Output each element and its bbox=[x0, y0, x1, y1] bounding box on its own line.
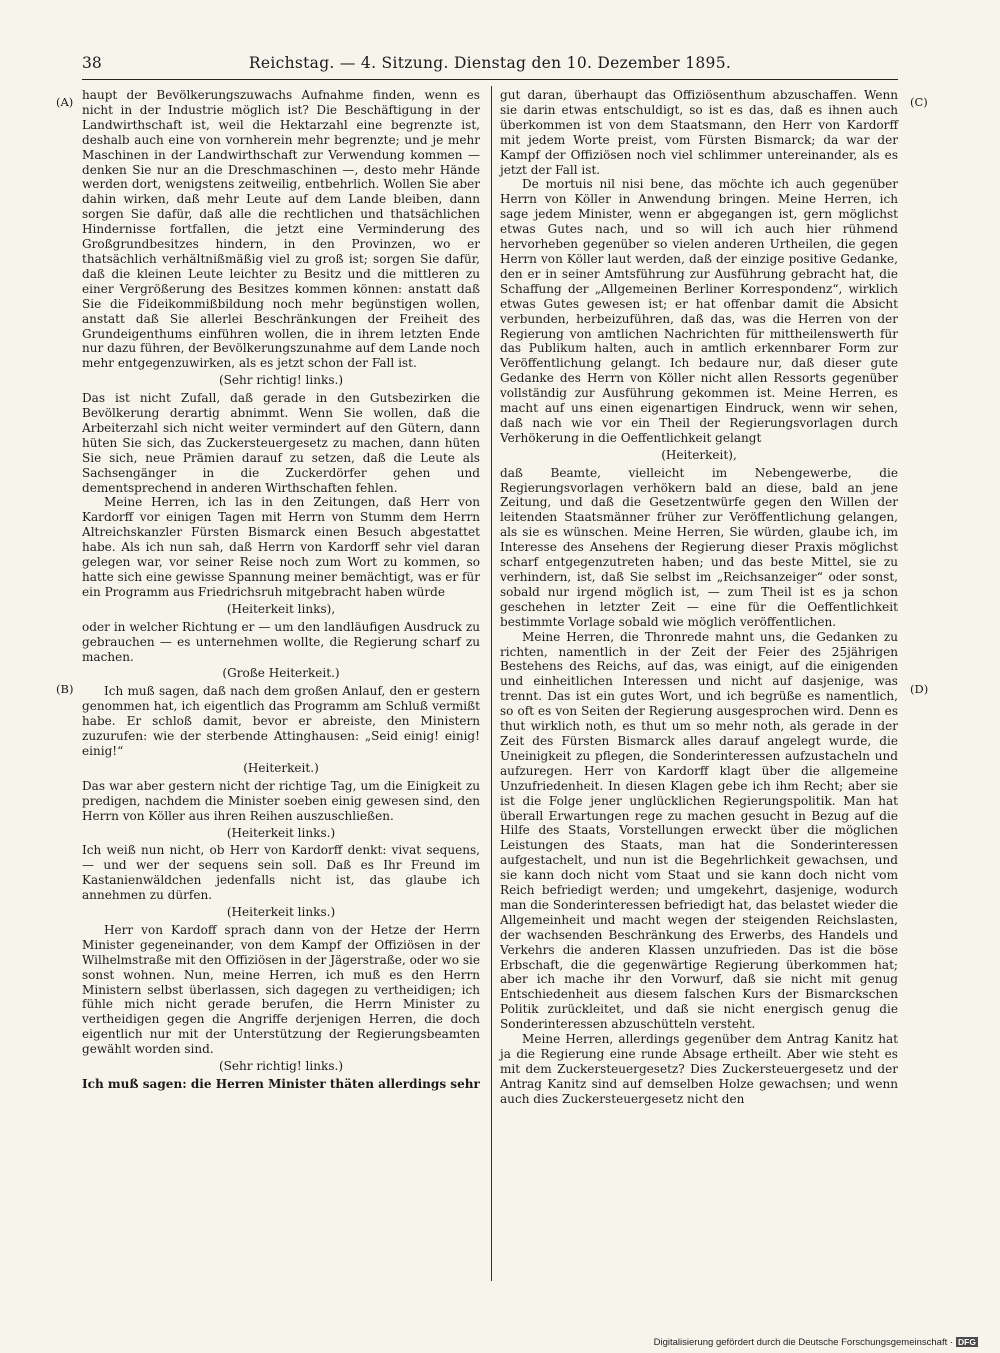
page-header bbox=[82, 52, 898, 76]
left-column bbox=[82, 88, 480, 1092]
margin-letter-c: (C) bbox=[910, 95, 928, 109]
right-column bbox=[500, 88, 898, 1107]
interjection: (Heiterkeit.) bbox=[243, 760, 319, 775]
margin-letter-a: (A) bbox=[56, 95, 74, 109]
paragraph: De mortuis nil nisi bene, das möchte ich auch gegenüber Herrn von Köller in Anwendung bringen. Meine Herren, ich sage jedem Minister, wenn er abgegangen ist, gern möglichst etwas Gutes nach, und so will ich auch hier rühmend hervorheben gegenüber so vielen anderen Urtheilen, die gegen Herrn von Köller laut werden, daß der einzige positive Gedanke, den er in seiner Amtsführung zur Ausführung gebracht hat, die Schaffung der „Allgemeinen Berliner Korrespondenz“, wirklich etwas Gutes gewesen ist; er hat offenbar damit die Absicht verbunden, herbeizuführen, daß das, was die Herren von der Regierung von amtlichen Nachrichten für mittheilenswerth für das Publikum halten, auch in amtlich erkennbarer Form zur Veröffentlichung gelangt. Ich bedaure nur, daß dieser gute Gedanke des Herrn von Köller nicht allen Ressorts gegenüber vollständig zur Ausführung gekommen ist. Meine Herren, es macht auf uns einen eigenartigen Eindruck, wenn wir sehen, daß nach wie vor ein Theil der Regierungsvorlagen durch Verhökerung in die Oeffentlichkeit gelangt bbox=[500, 177, 898, 445]
credit-text: Digitalisierung gefördert durch die Deutsche Forschungsgemeinschaft · bbox=[653, 1337, 954, 1348]
paragraph: Das ist nicht Zufall, daß gerade in den Gutsbezirken die Bevölkerung derartig abnimmt. Wenn Sie wollen, daß die Arbeiterzahl sich nicht weiter vermindert auf den Gütern, dann hüten Sie sich, das Zuckersteuergesetz zu machen, dann hüten Sie sich, neue Prämien darauf zu setzen, daß die Leute als Sachsengänger in die Zuckerdörfer gehen und dementsprechend in anderen Wirthschaften fehlen. bbox=[82, 391, 480, 495]
interjection: (Sehr richtig! links.) bbox=[218, 1059, 344, 1074]
paragraph: Meine Herren, die Thronrede mahnt uns, die Gedanken zu richten, namentlich in der Zeit der Feier des 25jährigen Bestehens des Reichs, auf das, was einigt, auf die einigenden und einheitlichen Interessen und nicht auf dasjenige, was trennt. Das ist ein gutes Wort, und ich begrüße es namentlich, so oft es von Seiten der Regierung ausgesprochen wird. Denn es thut wirklich noth, es thut um so mehr noth, als gerade in der Zeit des Fürsten Bismarck alles darauf angelegt wurde, die Uneinigkeit zu pflegen, die Sonderinteressen aufzustacheln und aufzuregen. Herr von Kardorff klagt über die allgemeine Unzufriedenheit. In diesen Klagen gebe ich ihm Recht; aber sie ist die Folge jener unglücklichen Regierungspolitik. Man hat überall Erwartungen rege zu machen gesucht in Bezug auf die Hilfe des Staats, Vorstellungen erweckt über die möglichen Leistungen des Staats, man hat die Sonderinteressen aufgestachelt, und nun ist die Begehrlichkeit gewachsen, und sie kann doch nicht vom Staat und sie kann doch nicht vom Reich befriedigt werden; und umgekehrt, dasjenige, wodurch man die Sonderinteressen befriedigt hat, das belastet wieder die Allgemeinheit und macht wegen der steigenden Reichslasten, der wachsenden Beschränkung des Erwerbs, des Handels und Verkehrs die anderen Klassen unzufrieden. Das ist die böse Erbschaft, die die gegenwärtige Regierung überkommen hat; aber ich mache ihr den Vorwurf, daß sie nicht mit genug Entschiedenheit aus diesem falschen Kurs der Bismarckschen Politik zurückleitet, und daß sie nicht energisch genug die Sonderinteressen abzuschütteln versteht. bbox=[500, 629, 898, 1032]
column-divider bbox=[491, 86, 492, 1281]
page-number: 38 bbox=[82, 54, 102, 72]
paragraph: Meine Herren, allerdings gegenüber dem Antrag Kanitz hat ja die Regierung eine runde Absage ertheilt. Aber wie steht es mit dem Zuckersteuergesetz? Dies Zuckersteuergesetz und der Antrag Kanitz sind auf demselben Holze gewachsen; und wenn auch dies Zuckersteuergesetz nicht den bbox=[500, 1032, 898, 1106]
interjection: (Heiterkeit links), bbox=[226, 601, 336, 616]
paragraph: Ich weiß nun nicht, ob Herr von Kardorff denkt: vivat sequens, — und wer der sequens sein soll. Daß es Ihr Freund im Kastanienwäldchen jedenfalls nicht ist, das glaube ich annehmen zu dürfen. bbox=[82, 843, 480, 903]
margin-letter-b: (B) bbox=[56, 682, 74, 696]
interjection: (Heiterkeit links.) bbox=[226, 905, 336, 920]
paragraph: oder in welcher Richtung er — um den landläufigen Ausdruck zu gebrauchen — es unternehmen wollte, die Regierung scharf zu machen. bbox=[82, 619, 480, 664]
paragraph: Meine Herren, ich las in den Zeitungen, daß Herr von Kardorff vor einigen Tagen mit Herrn von Stumm dem Herrn Altreichskanzler Fürsten Bismarck einen Besuch abgestattet habe. Als ich nun sah, daß Herrn von Kardorff sehr viel daran gelegen war, vor seiner Reise noch zum Wort zu kommen, so hatte sich eine gewisse Spannung meiner bemächtigt, was er für ein Programm aus Friedrichsruh mitgebracht haben würde bbox=[82, 495, 480, 599]
interjection: (Heiterkeit), bbox=[661, 447, 737, 462]
paragraph: Ich muß sagen, daß nach dem großen Anlauf, den er gestern genommen hat, ich eigentlich das Programm am Schluß vermißt habe. Er schloß damit, bevor er abreiste, den Ministern zuzurufen: wie der sterbende Attinghausen: „Seid einig! einig! einig!“ bbox=[82, 684, 480, 758]
paragraph: daß Beamte, vielleicht im Nebengewerbe, die Regierungsvorlagen verhökern bald an diese, bald an jene Zeitung, und daß die Gesetzentwürfe gegen den Willen der leitenden Staatsmänner früher zur Veröffentlichung gelangen, als sie es wünschen. Meine Herren, Sie würden, glaube ich, im Interesse des Ansehens der Regierung dieser Praxis möglichst scharf entgegenzutreten haben; und das beste Mittel, sie zu verhindern, ist, daß Sie selbst im „Reichsanzeiger“ oder sonst, sobald nur irgend möglich ist, — zum Theil ist es ja schon geschehen in letzter Zeit — eine für die Oeffentlichkeit bestimmte Vorlage sobald wie möglich veröffentlichen. bbox=[500, 465, 898, 629]
interjection: (Sehr richtig! links.) bbox=[218, 373, 344, 388]
interjection: (Große Heiterkeit.) bbox=[222, 666, 340, 681]
paragraph: Herr von Kardoff sprach dann von der Hetze der Herrn Minister gegeneinander, von dem Kampf der Offiziösen in der Wilhelmstraße mit den Offiziösen in der Jägerstraße, oder wo sie sonst wohnen. Nun, meine Herren, ich muß es den Herrn Ministern selbst überlassen, sich dagegen zu vertheidigen; ich fühle mich nicht gerade berufen, die Herrn Minister zu vertheidigen gegen die Angriffe derjenigen Herren, die doch eigentlich nur mit der Unterstützung der Regierungsbeamten gewählt worden sind. bbox=[82, 922, 480, 1057]
paragraph: Das war aber gestern nicht der richtige Tag, um die Einigkeit zu predigen, nachdem die Minister soeben einig gewesen sind, den Herrn von Köller aus ihren Reihen auszuschließen. bbox=[82, 778, 480, 823]
margin-letter-d: (D) bbox=[910, 682, 929, 696]
paragraph: gut daran, überhaupt das Offiziösenthum abzuschaffen. Wenn sie darin etwas entschuldigt, so ist es das, daß es ihnen auch überkommen ist von dem Staatsmann, den Herr von Kardorff mit jedem Worte preist, vom Fürsten Bismarck; da war der Kampf der Offiziösen noch viel schlimmer untereinander, als es jetzt der Fall ist. bbox=[500, 88, 898, 177]
header-rule bbox=[82, 79, 898, 80]
dfg-logo: DFG bbox=[958, 1337, 976, 1347]
paragraph: haupt der Bevölkerungszuwachs Aufnahme finden, wenn es nicht in der Industrie möglich ist? Die Beschäftigung in der Landwirthschaft ist, weil die Hektarzahl eine begrenzte ist, deshalb auch eine von vornherein mehr begrenzte; und je mehr Maschinen in der Landwirthschaft zur Verwendung kommen — denken Sie nur an die Dreschmaschinen —, desto mehr Hände werden dort, wenigstens zeitweilig, entbehrlich. Wollen Sie aber dahin wirken, daß mehr Leute auf dem Lande bleiben, dann sorgen Sie dafür, daß alle die rechtlichen und thatsächlichen Hindernisse fortfallen, die jetzt eine Verminderung des Großgrundbesitzes hindern, in den Provinzen, wo er thatsächlich verhältnißmäßig viel zu groß ist; sorgen Sie dafür, daß die kleinen Leute leichter zu Besitz und die mittleren zu einer Vergrößerung des Besitzes kommen können: anstatt daß Sie die Fideikommißbildung noch mehr begünstigen wollen, anstatt daß Sie allerlei Beschränkungen der Freiheit des Grundeigenthums einführen wollen, die in ihrem letzten Ende nur dazu führen, der Bevölkerungszunahme auf dem Lande noch mehr entgegenzuwirken, als es jetzt schon der Fall ist. bbox=[82, 88, 480, 371]
digitization-credit bbox=[654, 1337, 978, 1348]
header-title: Reichstag. — 4. Sitzung. Dienstag den 10. Dezember 1895. bbox=[248, 54, 732, 72]
interjection: (Heiterkeit links.) bbox=[226, 825, 336, 840]
paragraph: Ich muß sagen: die Herren Minister thäten allerdings sehr bbox=[82, 1077, 480, 1091]
